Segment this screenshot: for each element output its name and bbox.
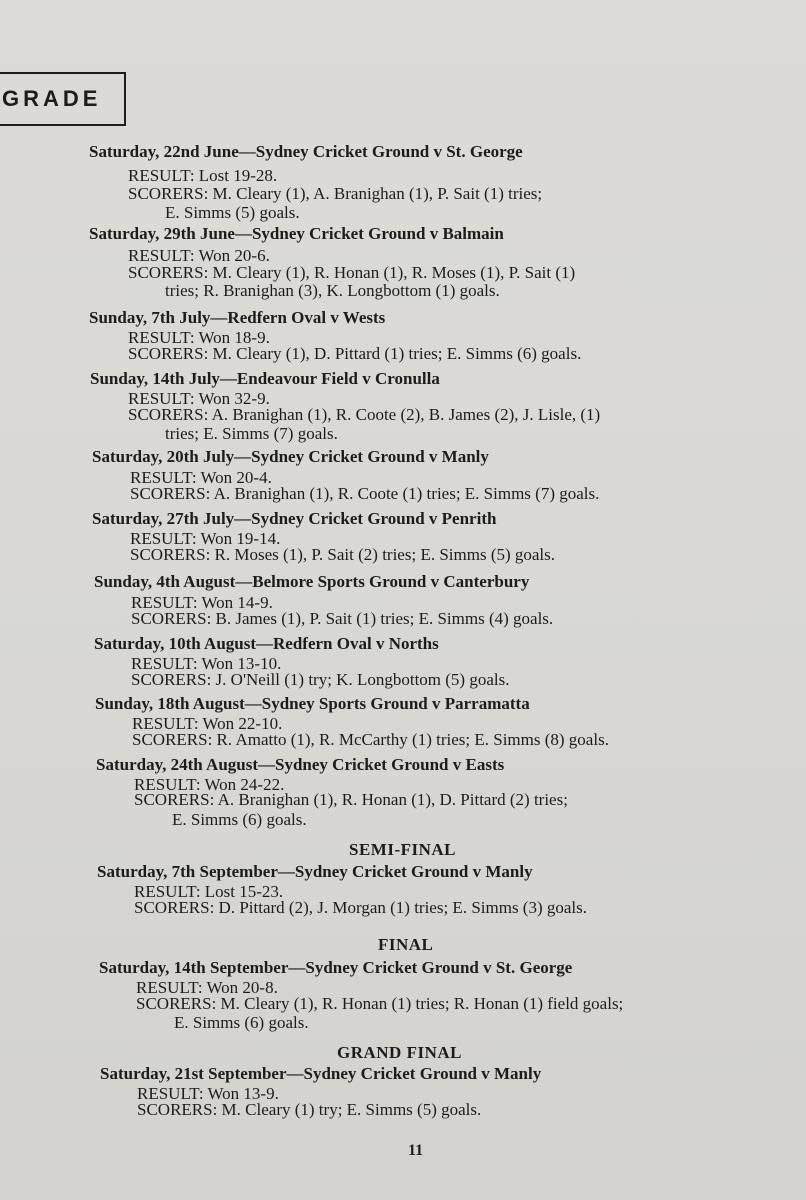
match-scorers: SCORERS: A. Branighan (1), R. Coote (1) tries; E. Simms (7) goals. [130, 484, 600, 503]
match-heading: Saturday, 14th September—Sydney Cricket Ground v St. George [99, 958, 573, 977]
match-scorers: SCORERS: M. Cleary (1), R. Honan (1) tries; R. Honan (1) field goals; [136, 994, 624, 1013]
match-heading: Saturday, 10th August—Redfern Oval v Norths [94, 634, 439, 653]
match-scorers-cont: E. Simms (6) goals. [172, 810, 307, 829]
match-result: RESULT: Won 22-10. [132, 714, 283, 733]
match-result: RESULT: Lost 15-23. [134, 882, 284, 901]
match-result: RESULT: Won 20-6. [128, 246, 270, 265]
match-heading: Saturday, 20th July—Sydney Cricket Ground v Manly [92, 447, 489, 466]
match-scorers: SCORERS: A. Branighan (1), R. Coote (2), B. James (2), J. Lisle, (1) [128, 405, 601, 424]
match-heading: Sunday, 7th July—Redfern Oval v Wests [89, 308, 386, 327]
match-scorers: SCORERS: J. O'Neill (1) try; K. Longbottom (5) goals. [131, 670, 510, 689]
match-result: RESULT: Won 19-14. [130, 529, 281, 548]
match-scorers: SCORERS: D. Pittard (2), J. Morgan (1) tries; E. Simms (3) goals. [134, 898, 588, 917]
match-scorers: SCORERS: A. Branighan (1), R. Honan (1), D. Pittard (2) tries; [134, 790, 568, 809]
section-heading-final: FINAL [378, 935, 434, 954]
grade-header-label: GRADE [2, 86, 102, 111]
match-scorers: SCORERS: M. Cleary (1), D. Pittard (1) tries; E. Simms (6) goals. [128, 344, 582, 363]
match-heading: Sunday, 18th August—Sydney Sports Ground v Parramatta [95, 694, 530, 713]
match-result: RESULT: Won 32-9. [128, 389, 270, 408]
match-heading: Saturday, 21st September—Sydney Cricket Ground v Manly [100, 1064, 542, 1083]
match-result: RESULT: Won 20-8. [136, 978, 278, 997]
match-heading: Saturday, 7th September—Sydney Cricket Ground v Manly [97, 862, 533, 881]
match-result: RESULT: Won 14-9. [131, 593, 273, 612]
match-result: RESULT: Lost 19-28. [128, 166, 278, 185]
match-result: RESULT: Won 13-9. [137, 1084, 279, 1103]
match-scorers: SCORERS: R. Moses (1), P. Sait (2) tries; E. Simms (5) goals. [130, 545, 556, 564]
match-scorers-cont: E. Simms (6) goals. [174, 1013, 309, 1032]
section-heading-semi-final: SEMI-FINAL [349, 840, 457, 859]
match-heading: Sunday, 4th August—Belmore Sports Ground v Canterbury [94, 572, 530, 591]
match-heading: Saturday, 24th August—Sydney Cricket Ground v Easts [96, 755, 505, 774]
match-scorers: SCORERS: M. Cleary (1), R. Honan (1), R. Moses (1), P. Sait (1) [128, 263, 576, 282]
match-heading: Sunday, 14th July—Endeavour Field v Cronulla [90, 369, 440, 388]
match-result: RESULT: Won 24-22. [134, 775, 285, 794]
match-scorers-cont: tries; E. Simms (7) goals. [165, 424, 338, 443]
match-scorers: SCORERS: M. Cleary (1), A. Branighan (1), P. Sait (1) tries; [128, 184, 543, 203]
match-scorers: SCORERS: B. James (1), P. Sait (1) tries; E. Simms (4) goals. [131, 609, 554, 628]
section-heading-grand-final: GRAND FINAL [337, 1043, 462, 1062]
match-result: RESULT: Won 20-4. [130, 468, 272, 487]
match-result: RESULT: Won 13-10. [131, 654, 282, 673]
page-number: 11 [408, 1142, 424, 1159]
match-heading: Saturday, 27th July—Sydney Cricket Ground v Penrith [92, 509, 497, 528]
match-heading: Saturday, 22nd June—Sydney Cricket Ground v St. George [89, 142, 523, 161]
match-scorers-cont: E. Simms (5) goals. [165, 203, 300, 222]
match-heading: Saturday, 29th June—Sydney Cricket Ground v Balmain [89, 224, 504, 243]
match-scorers-cont: tries; R. Branighan (3), K. Longbottom (1) goals. [165, 281, 500, 300]
match-result: RESULT: Won 18-9. [128, 328, 270, 347]
match-scorers: SCORERS: R. Amatto (1), R. McCarthy (1) tries; E. Simms (8) goals. [132, 730, 609, 749]
match-scorers: SCORERS: M. Cleary (1) try; E. Simms (5) goals. [137, 1100, 482, 1119]
